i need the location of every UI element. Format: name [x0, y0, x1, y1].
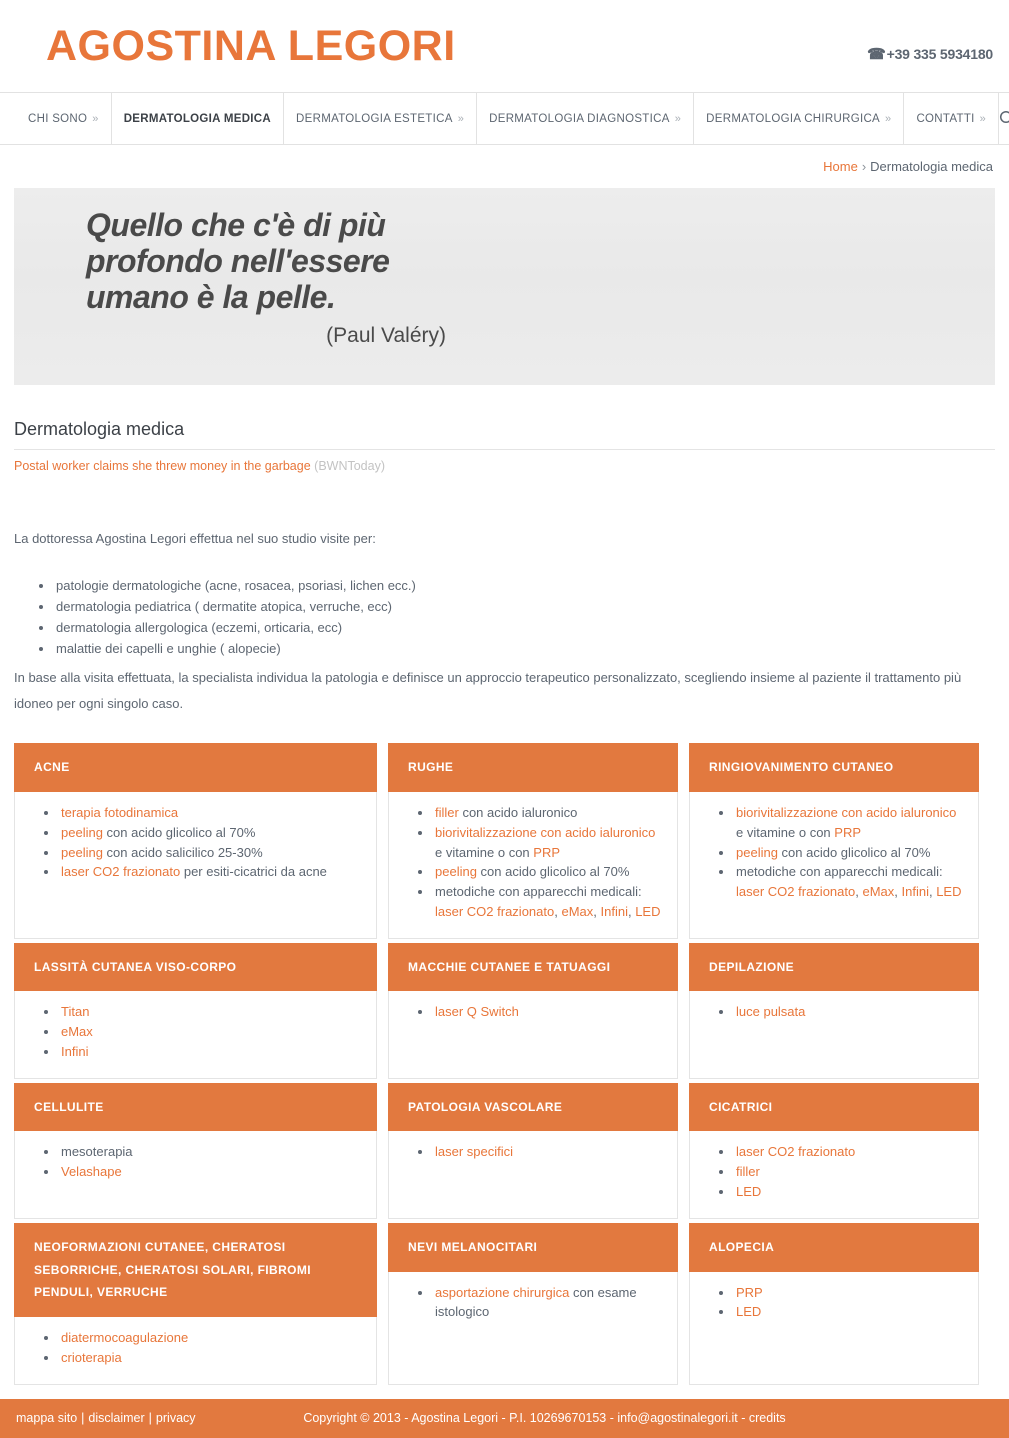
main-content — [0, 419, 1009, 1399]
footer-separator: | — [81, 1411, 85, 1426]
treatment-link[interactable]: peeling — [736, 844, 778, 860]
treatment-link[interactable]: PRP — [533, 844, 561, 860]
treatment-list-item — [59, 803, 362, 823]
treatment-text: , — [593, 903, 601, 919]
treatment-link[interactable]: asportazione chirurgica — [435, 1284, 570, 1300]
treatment-list — [403, 803, 663, 922]
treatment-grid — [14, 743, 995, 1398]
treatment-card — [689, 743, 979, 938]
treatment-link[interactable]: biorivitalizzazione con acido ialuronico — [736, 805, 957, 821]
treatment-card-body — [14, 1317, 377, 1385]
treatment-link[interactable]: Infini — [901, 884, 929, 900]
treatment-text: , — [627, 903, 636, 919]
footer-link-0[interactable]: mappa sito — [16, 1411, 78, 1426]
treatment-card-body — [689, 1272, 979, 1385]
treatment-row — [14, 943, 995, 1079]
treatment-list — [704, 1002, 964, 1022]
treatment-list — [403, 1002, 663, 1022]
nav-item-2[interactable] — [284, 93, 477, 144]
treatment-card — [388, 1223, 678, 1385]
treatment-link[interactable]: peeling — [61, 844, 103, 860]
treatment-link[interactable]: PRP — [834, 824, 862, 840]
treatment-link[interactable]: luce pulsata — [736, 1004, 806, 1020]
treatment-text: con esame istologico — [435, 1284, 637, 1320]
treatment-card — [14, 943, 377, 1079]
quote-text: Quello che c'è di più profondo nell'essere umano è la pelle. — [86, 207, 390, 315]
treatment-list-item — [59, 1328, 362, 1348]
nav-item-label: CONTATTI — [916, 112, 975, 125]
treatment-text: , — [855, 884, 863, 900]
search-icon — [999, 110, 1009, 127]
treatment-link[interactable]: eMax — [561, 903, 594, 919]
treatment-link[interactable]: laser CO2 frazionato — [61, 864, 181, 880]
nav-item-label: DERMATOLOGIA ESTETICA — [296, 112, 453, 125]
news-ticker — [14, 459, 995, 473]
treatment-list-item — [734, 1283, 964, 1303]
treatment-list — [704, 1142, 964, 1201]
treatment-link[interactable]: peeling — [61, 824, 103, 840]
treatment-list-item — [433, 823, 663, 863]
footer-copyright: Copyright © 2013 - Agostina Legori - P.I. 10269670153 - info@agostinalegori.it - credits — [303, 1411, 786, 1426]
treatment-link[interactable]: Infini — [61, 1043, 89, 1059]
treatment-list-item — [734, 843, 964, 863]
treatment-list — [29, 1328, 362, 1368]
page-title: Dermatologia medica — [14, 419, 995, 450]
treatment-text: con acido glicolico al 70% — [102, 824, 256, 840]
treatment-text: , — [554, 903, 562, 919]
treatment-card — [689, 1083, 979, 1219]
footer-separator: | — [148, 1411, 152, 1426]
treatment-list-item — [734, 1182, 964, 1202]
treatment-card-body — [388, 1272, 678, 1385]
header-phone — [867, 45, 993, 63]
treatment-link[interactable]: LED — [736, 1183, 762, 1199]
treatment-link[interactable]: peeling — [435, 864, 477, 880]
breadcrumb-current: Dermatologia medica — [870, 159, 993, 174]
treatment-list-item — [59, 1022, 362, 1042]
treatment-link[interactable]: eMax — [862, 884, 895, 900]
list-item: • dermatologia allergologica (eczemi, orticaria, ecc) — [54, 617, 995, 638]
treatment-card-title: NEVI MELANOCITARI — [388, 1223, 678, 1272]
breadcrumb-separator: › — [861, 159, 867, 174]
treatment-list-item — [433, 882, 663, 922]
treatment-list-item — [433, 803, 663, 823]
treatment-card — [14, 1223, 377, 1385]
treatment-text: metodiche con apparecchi medicali: — [736, 864, 943, 880]
treatment-card — [689, 1223, 979, 1385]
treatment-link[interactable]: laser CO2 frazionato — [736, 1144, 856, 1160]
treatment-text: con acido glicolico al 70% — [777, 844, 931, 860]
treatment-text: mesoterapia — [61, 1144, 133, 1160]
quote-banner — [14, 188, 995, 385]
news-headline[interactable]: Postal worker claims she threw money in the garbage — [14, 459, 311, 473]
site-header — [0, 0, 1009, 93]
treatment-list-item — [59, 1348, 362, 1368]
treatment-link[interactable]: LED — [736, 1304, 762, 1320]
treatment-list-item — [59, 862, 362, 882]
treatment-text: con acido glicolico al 70% — [476, 864, 630, 880]
treatment-list-item — [59, 1142, 362, 1162]
treatment-link[interactable]: Velashape — [61, 1164, 122, 1180]
treatment-text: per esiti-cicatrici da acne — [180, 864, 327, 880]
telephone-icon: ☎ — [867, 46, 886, 63]
nav-item-label: DERMATOLOGIA DIAGNOSTICA — [489, 112, 670, 125]
treatment-list-item — [59, 843, 362, 863]
treatment-card-title: CELLULITE — [14, 1083, 377, 1132]
treatment-card-title: RINGIOVANIMENTO CUTANEO — [689, 743, 979, 792]
treatment-card-body — [388, 792, 678, 939]
treatment-card-title: LASSITÀ CUTANEA VISO-CORPO — [14, 943, 377, 992]
treatment-link[interactable]: Titan — [61, 1004, 90, 1020]
nav-item-0[interactable] — [16, 93, 112, 144]
treatment-list-item — [734, 862, 964, 902]
nav-item-4[interactable] — [694, 93, 904, 144]
chevron-right-icon: » — [979, 112, 987, 125]
treatment-link[interactable]: PRP — [736, 1284, 763, 1300]
treatment-card-body — [689, 792, 979, 939]
nav-item-label: DERMATOLOGIA CHIRURGICA — [706, 112, 881, 125]
treatment-card-title: DEPILAZIONE — [689, 943, 979, 992]
treatment-card-body — [14, 792, 377, 939]
treatment-card — [14, 743, 377, 938]
treatment-list — [704, 1283, 964, 1323]
treatment-link[interactable]: laser specifici — [435, 1144, 514, 1160]
nav-item-1[interactable] — [112, 93, 284, 144]
treatment-list-item — [59, 823, 362, 843]
quote-author: (Paul Valéry) — [326, 324, 446, 347]
treatment-link[interactable]: laser Q Switch — [435, 1004, 519, 1020]
treatment-text: e vitamine o con — [435, 844, 534, 860]
treatment-card — [14, 1083, 377, 1219]
news-source: (BWNToday) — [314, 459, 385, 473]
treatment-list — [403, 1142, 663, 1162]
phone-number: +39 335 5934180 — [886, 46, 993, 62]
treatment-list-item — [433, 1142, 663, 1162]
treatment-list-item — [734, 1142, 964, 1162]
treatment-card-title: RUGHE — [388, 743, 678, 792]
site-logo[interactable]: AGOSTINA LEGORI — [46, 22, 456, 70]
treatment-link[interactable]: diatermocoagulazione — [61, 1330, 189, 1346]
treatment-text: , — [928, 884, 937, 900]
intro-bullet-list — [14, 575, 995, 659]
treatment-list-item — [734, 803, 964, 843]
treatment-card-title: ALOPECIA — [689, 1223, 979, 1272]
treatment-link[interactable]: LED — [936, 884, 962, 900]
treatment-list — [704, 803, 964, 902]
treatment-row — [14, 743, 995, 938]
treatment-text: e vitamine o con — [736, 824, 835, 840]
chevron-right-icon: » — [457, 112, 465, 125]
treatment-text: , — [894, 884, 902, 900]
chevron-right-icon: » — [674, 112, 682, 125]
treatment-link[interactable]: laser CO2 frazionato — [435, 903, 555, 919]
treatment-row — [14, 1223, 995, 1385]
breadcrumb-home[interactable]: Home — [823, 159, 858, 174]
treatment-link[interactable]: biorivitalizzazione con acido ialuronico — [435, 824, 656, 840]
treatment-card-title: PATOLOGIA VASCOLARE — [388, 1083, 678, 1132]
chevron-right-icon: » — [885, 112, 892, 125]
nav-item-label: DERMATOLOGIA MEDICA — [123, 112, 272, 125]
intro-paragraph: La dottoressa Agostina Legori effettua nel suo studio visite per: — [14, 531, 376, 546]
treatment-list — [29, 803, 362, 882]
treatment-link[interactable]: filler — [435, 805, 459, 821]
footer-link-2[interactable]: privacy — [155, 1411, 196, 1426]
treatment-card-body — [14, 991, 377, 1078]
treatment-card-title: NEOFORMAZIONI CUTANEE, CHERATOSI SEBORRICHE, CHERATOSI SOLARI, FIBROMI PENDULI, VERRUCHE — [14, 1223, 377, 1317]
treatment-list-item — [433, 1283, 663, 1323]
treatment-card — [388, 943, 678, 1079]
main-navigation — [0, 93, 1009, 145]
treatment-list-item — [59, 1002, 362, 1022]
list-item: • patologie dermatologiche (acne, rosacea, psoriasi, lichen ecc.) — [54, 575, 995, 596]
treatment-link[interactable]: laser CO2 frazionato — [736, 884, 856, 900]
nav-item-3[interactable] — [477, 93, 694, 144]
treatment-link[interactable]: eMax — [61, 1024, 93, 1040]
list-item: • dermatologia pediatrica ( dermatite atopica, verruche, ecc) — [54, 596, 995, 617]
treatment-list — [29, 1002, 362, 1061]
treatment-card-body — [689, 1131, 979, 1218]
treatment-link[interactable]: crioterapia — [61, 1349, 122, 1365]
treatment-list-item — [734, 1162, 964, 1182]
treatment-link[interactable]: terapia fotodinamica — [61, 805, 179, 821]
treatment-link[interactable]: LED — [635, 903, 661, 919]
site-footer — [0, 1399, 1009, 1438]
list-item: • malattie dei capelli e unghie ( alopecie) — [54, 638, 995, 659]
treatment-text: con acido salicilico 25-30% — [102, 844, 263, 860]
treatment-list — [29, 1142, 362, 1182]
treatment-card-body — [14, 1131, 377, 1218]
treatment-list-item — [59, 1162, 362, 1182]
treatment-card-title: MACCHIE CUTANEE E TATUAGGI — [388, 943, 678, 992]
treatment-row — [14, 1083, 995, 1219]
footer-link-1[interactable]: disclaimer — [88, 1411, 145, 1426]
treatment-list-item — [59, 1042, 362, 1062]
nav-item-5[interactable] — [904, 93, 998, 144]
treatment-card-title: ACNE — [14, 743, 377, 792]
treatment-card — [388, 743, 678, 938]
treatment-card-body — [689, 991, 979, 1078]
outro-paragraph: In base alla visita effettuata, la specialista individua la patologia e definisce un approccio terapeutico personalizzato, scegliendo insieme al paziente il trattamento più idoneo per ogni singolo caso. — [14, 670, 962, 712]
treatment-link[interactable]: filler — [736, 1164, 760, 1180]
treatment-card — [388, 1083, 678, 1219]
treatment-card-title: CICATRICI — [689, 1083, 979, 1132]
treatment-text: con acido ialuronico — [458, 805, 578, 821]
nav-item-label: CHI SONO — [28, 112, 88, 125]
treatment-list-item — [433, 862, 663, 882]
chevron-right-icon: » — [92, 112, 99, 125]
treatment-card-body — [388, 991, 678, 1078]
treatment-list-item — [433, 1002, 663, 1022]
search-button[interactable] — [998, 93, 1009, 144]
treatment-text: metodiche con apparecchi medicali: — [435, 884, 642, 900]
treatment-list-item — [734, 1302, 964, 1322]
nav-list — [0, 93, 998, 144]
treatment-card — [689, 943, 979, 1079]
treatment-list-item — [734, 1002, 964, 1022]
treatment-card-body — [388, 1131, 678, 1218]
treatment-link[interactable]: Infini — [600, 903, 628, 919]
treatment-list — [403, 1283, 663, 1323]
breadcrumb — [0, 145, 1009, 188]
